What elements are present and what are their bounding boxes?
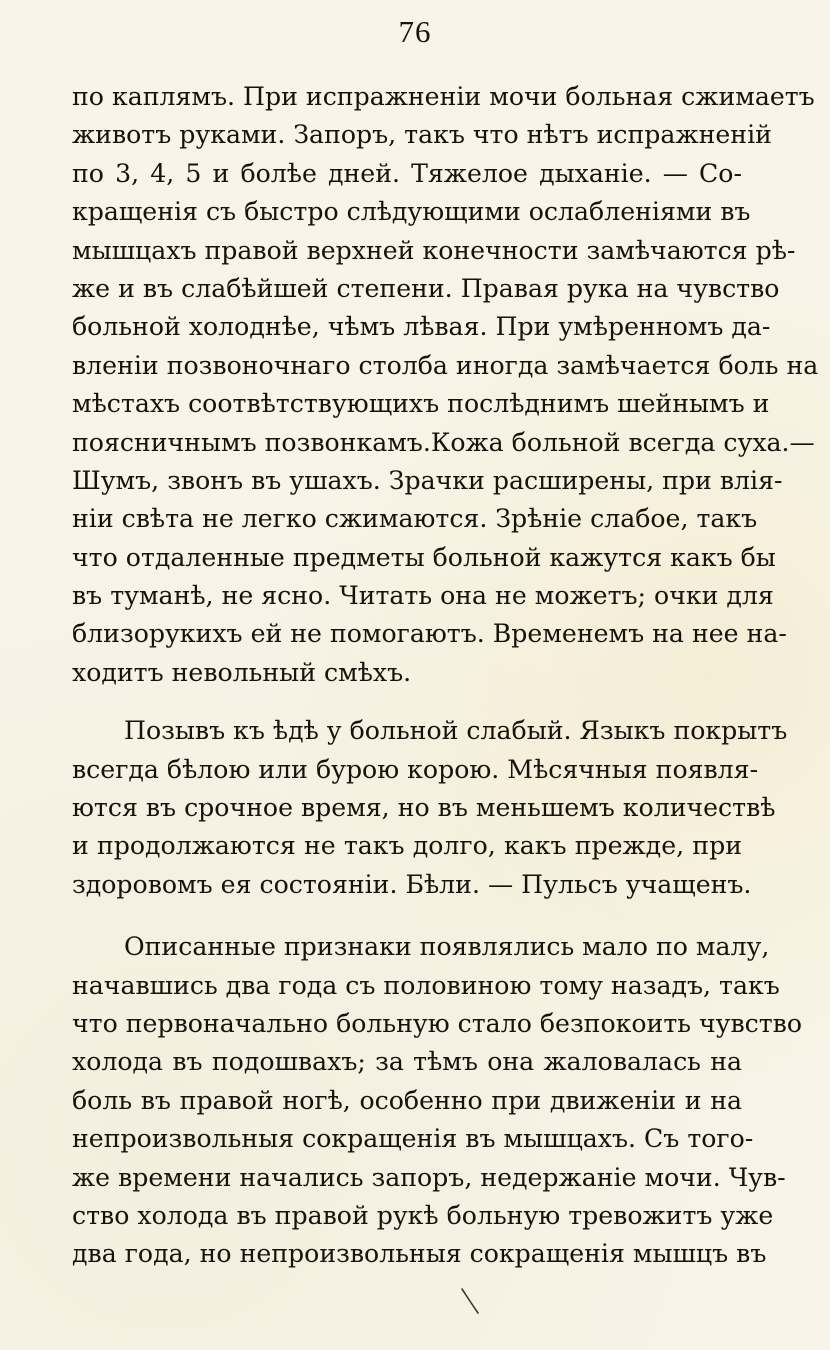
- paragraph-3-line-7: же времени начались запоръ, недержаніе мочи. Чув-: [72, 1162, 786, 1192]
- paragraph-1-line-11: Шумъ, звонъ въ ушахъ. Зрачки расширены, при влія-: [72, 465, 783, 495]
- paragraph-2-line-1: Позывъ къ ѣдѣ у больной слабый. Языкъ покрытъ: [124, 716, 788, 746]
- paragraph-1-line-15: близорукихъ ей не помогаютъ. Временемъ на нее на-: [72, 619, 787, 649]
- page-number: 76: [398, 14, 432, 49]
- paragraph-1-line-9: мѣстахъ соотвѣтствующихъ послѣднимъ шейнымъ и: [72, 389, 770, 419]
- page-text: [72, 78, 819, 1274]
- paragraph-1-line-13: что отдаленные предметы больной кажутся какъ бы: [72, 542, 776, 572]
- paragraph-3-line-2: начавшись два года съ половиною тому назадъ, такъ: [72, 970, 780, 1000]
- paragraph-1: [72, 78, 819, 692]
- paragraph-1-line-14: въ туманѣ, не ясно. Читать она не можетъ; очки для: [72, 581, 774, 611]
- paragraph-1-line-12: ніи свѣта не легко сжимаются. Зрѣніе слабое, такъ: [72, 504, 758, 534]
- paragraph-3-line-1: Описанные признаки появлялись мало по малу,: [124, 932, 770, 962]
- paragraph-3: [72, 928, 803, 1274]
- paragraph-1-line-8: вленіи позвоночнаго столба иногда замѣчается боль на: [72, 350, 819, 380]
- paragraph-3-line-5: боль въ правой ногѣ, особенно при движеніи и на: [72, 1085, 742, 1115]
- paragraph-1-line-4: кращенія съ быстро слѣдующими ослабленіями въ: [72, 197, 751, 227]
- paragraph-3-line-6: непроизвольныя сокращенія въ мышцахъ. Съ того-: [72, 1124, 754, 1154]
- paragraph-1-line-10: поясничнымъ позвонкамъ.Кожа больной всегда суха.—: [72, 427, 815, 457]
- paragraph-2: [72, 712, 788, 904]
- paragraph-3-line-9: два года, но непроизвольныя сокращенія мышцъ въ: [72, 1239, 767, 1269]
- print-mark: [458, 1286, 482, 1316]
- paragraph-1-line-3: по 3, 4, 5 и болѣе дней. Тяжелое дыханіе. — Со-: [72, 158, 742, 188]
- paragraph-1-line-16: ходитъ невольный смѣхъ.: [72, 657, 412, 687]
- paragraph-3-line-3: что первоначально больную стало безпокоить чувство: [72, 1008, 803, 1038]
- paragraph-3-line-8: ство холода въ правой рукѣ больную тревожитъ уже: [72, 1200, 774, 1230]
- paragraph-spacer: [72, 692, 742, 712]
- paragraph-1-line-5: мышцахъ правой верхней конечности замѣчаются рѣ-: [72, 235, 796, 265]
- paragraph-1-line-2: животъ руками. Запоръ, такъ что нѣтъ испражненій: [72, 120, 772, 150]
- paragraph-2-line-2: всегда бѣлою или бурою корою. Мѣсячныя появля-: [72, 754, 759, 784]
- paragraph-spacer: [72, 904, 742, 928]
- paragraph-2-line-5: здоровомъ ея состояніи. Бѣли. — Пульсъ учащенъ.: [72, 869, 752, 899]
- paragraph-1-line-1: по каплямъ. При испражненіи мочи больная сжимаетъ: [72, 82, 815, 111]
- paragraph-2-line-4: и продолжаются не такъ долго, какъ прежде, при: [72, 831, 742, 861]
- paragraph-1-line-7: больной холоднѣе, чѣмъ лѣвая. При умѣренномъ да-: [72, 312, 771, 342]
- paragraph-3-line-4: холода въ подошвахъ; за тѣмъ она жаловалась на: [72, 1047, 742, 1077]
- paragraph-2-line-3: ются въ срочное время, но въ меньшемъ количествѣ: [72, 793, 776, 823]
- paragraph-1-line-6: же и въ слабѣйшей степени. Правая рука на чувство: [72, 273, 780, 303]
